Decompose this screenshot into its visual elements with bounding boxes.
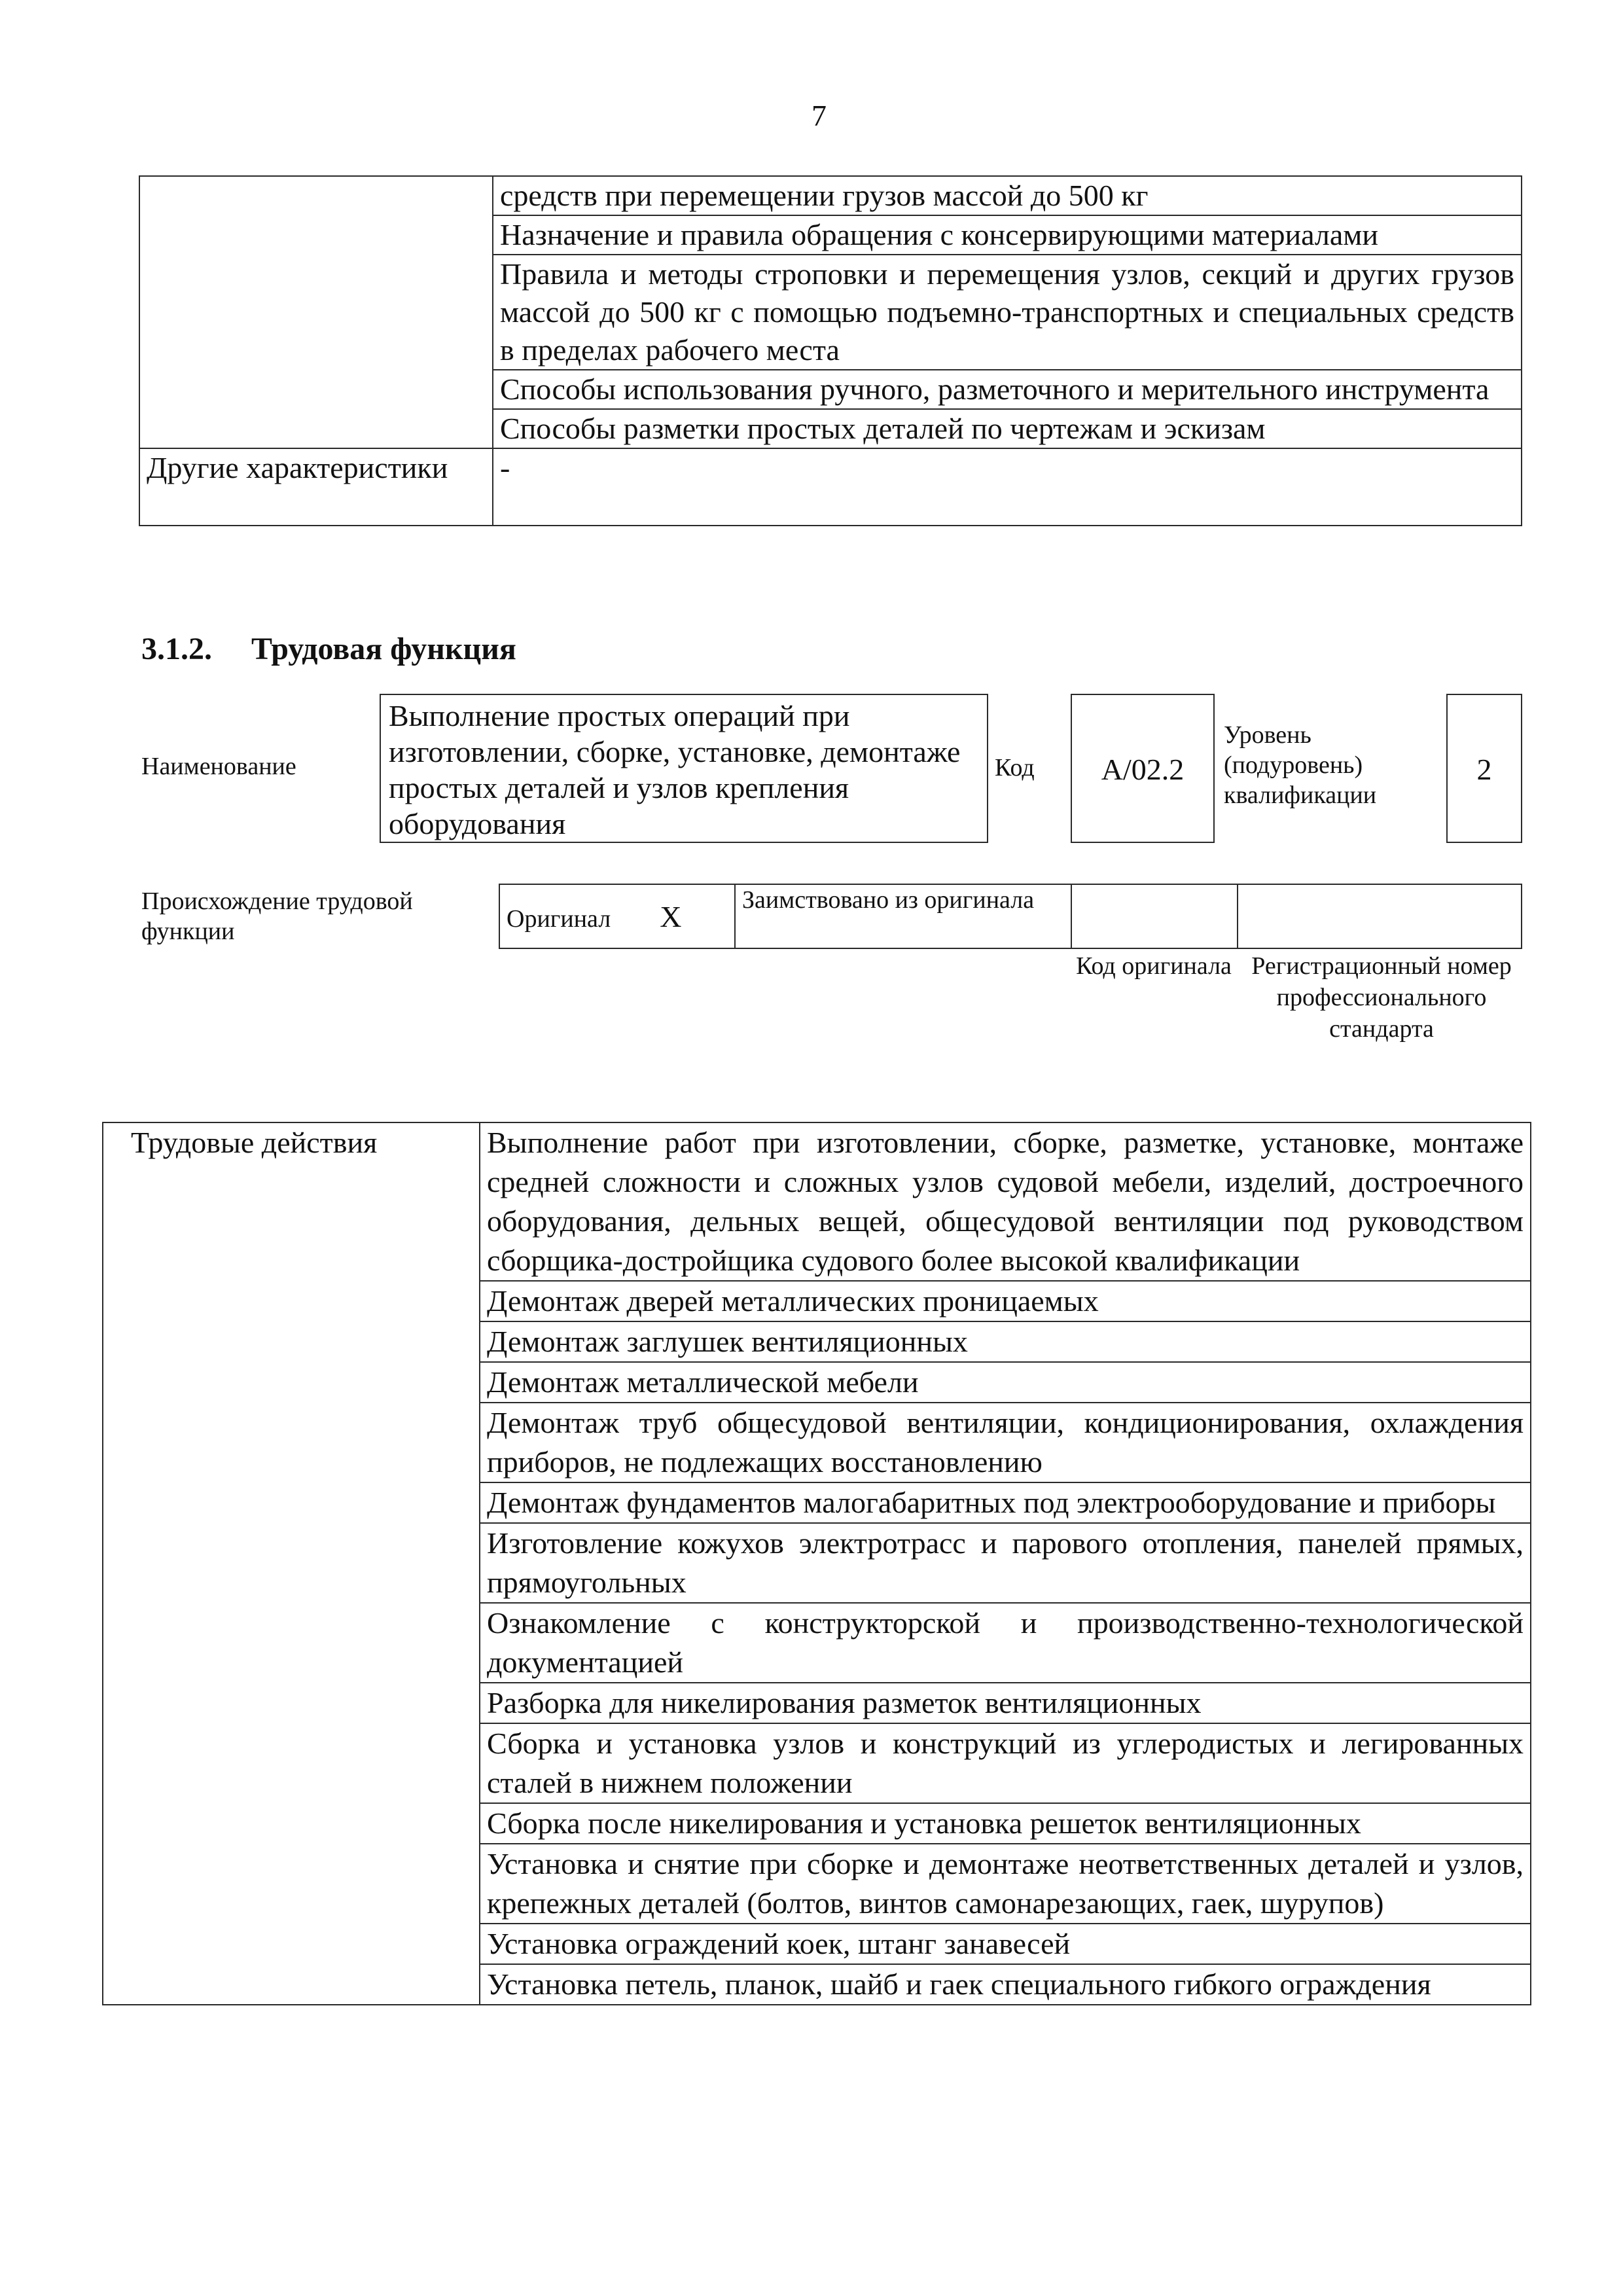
table-cell: Правила и методы строповки и перемещения узлов, секций и других грузов массой до 500 кг с помощью подъемно-транспортных и специальных средств в пределах рабочего места (493, 255, 1522, 370)
code-caption: Код оригинала (1076, 952, 1232, 980)
table-cell: Выполнение работ при изготовлении, сборке, разметке, установке, монтаже средней сложности и сложных узлов судовой мебели, изделий, достроечного оборудования, дельных вещей, общесудовой вентиляции под руководством сборщика-достройщика судового более высокой квалификации (480, 1122, 1531, 1281)
section-number: 3.1.2. (141, 632, 212, 666)
level-value-box: 2 (1446, 694, 1522, 843)
table-cell: средств при перемещении грузов массой до 500 кг (493, 176, 1522, 215)
table-cell: Сборка после никелирования и установка решеток вентиляционных (480, 1803, 1531, 1844)
code-value-box: А/02.2 (1071, 694, 1215, 843)
table-cell: Демонтаж дверей металлических проницаемых (480, 1281, 1531, 1321)
section-title: Трудовая функция (251, 632, 516, 666)
page-number: 7 (812, 99, 827, 132)
table-row (103, 1122, 1531, 1281)
origin-table (499, 884, 1522, 949)
table-row (139, 176, 1522, 215)
table-cell: Демонтаж металлической мебели (480, 1362, 1531, 1403)
table-cell: Способы разметки простых деталей по чертежам и эскизам (493, 409, 1522, 448)
actions-label: Трудовые действия (103, 1122, 480, 2005)
other-characteristics-label: Другие характеристики (139, 448, 493, 526)
table-cell: Способы использования ручного, разметочного и мерительного инструмента (493, 370, 1522, 409)
actions-table (102, 1122, 1531, 2005)
other-characteristics-value: - (493, 448, 1522, 526)
original-label: Оригинал (507, 905, 611, 933)
original-cell (499, 884, 735, 948)
code-label: Код (995, 754, 1035, 781)
table-row (139, 448, 1522, 526)
reg-caption: Регистрационный номер профессионального стандарта (1251, 952, 1512, 1043)
borrowed-cell: Заимствовано из оригинала (735, 884, 1071, 948)
table-cell: Установка и снятие при сборке и демонтаже неответственных деталей и узлов, крепежных деталей (болтов, винтов самонарезающих, гаек, шурупов) (480, 1844, 1531, 1924)
name-label: Наименование (141, 753, 296, 780)
table-cell: Сборка и установка узлов и конструкций из углеродистых и легированных сталей в нижнем положении (480, 1723, 1531, 1803)
reg-number-cell (1238, 884, 1522, 948)
table-cell: Разборка для никелирования разметок вентиляционных (480, 1683, 1531, 1723)
table-row (499, 884, 1522, 948)
table-cell: Установка петель, планок, шайб и гаек специального гибкого ограждения (480, 1964, 1531, 2005)
table-cell: Демонтаж заглушек вентиляционных (480, 1321, 1531, 1362)
table-cell: Ознакомление с конструкторской и производственно-технологической документацией (480, 1603, 1531, 1683)
table-cell: Назначение и правила обращения с консервирующими материалами (493, 215, 1522, 255)
section-heading (141, 631, 516, 667)
function-name-box: Выполнение простых операций при изготовлении, сборке, установке, демонтаже простых деталей и узлов крепления оборудования (380, 694, 988, 843)
table-cell: Установка ограждений коек, штанг занавесей (480, 1924, 1531, 1964)
knowledge-table (139, 175, 1522, 526)
table-cell: Демонтаж труб общесудовой вентиляции, кондиционирования, охлаждения приборов, не подлежащих восстановлению (480, 1403, 1531, 1482)
table-cell: Изготовление кожухов электротрасс и парового отопления, панелей прямых, прямоугольных (480, 1523, 1531, 1603)
origin-label: Происхождение трудовой функции (141, 888, 413, 945)
level-label: Уровень (подуровень) квалификации (1224, 721, 1377, 809)
table-cell: Демонтаж фундаментов малогабаритных под электрооборудование и приборы (480, 1482, 1531, 1523)
original-code-cell (1071, 884, 1238, 948)
empty-label-cell (139, 176, 493, 448)
original-mark: X (660, 899, 682, 933)
